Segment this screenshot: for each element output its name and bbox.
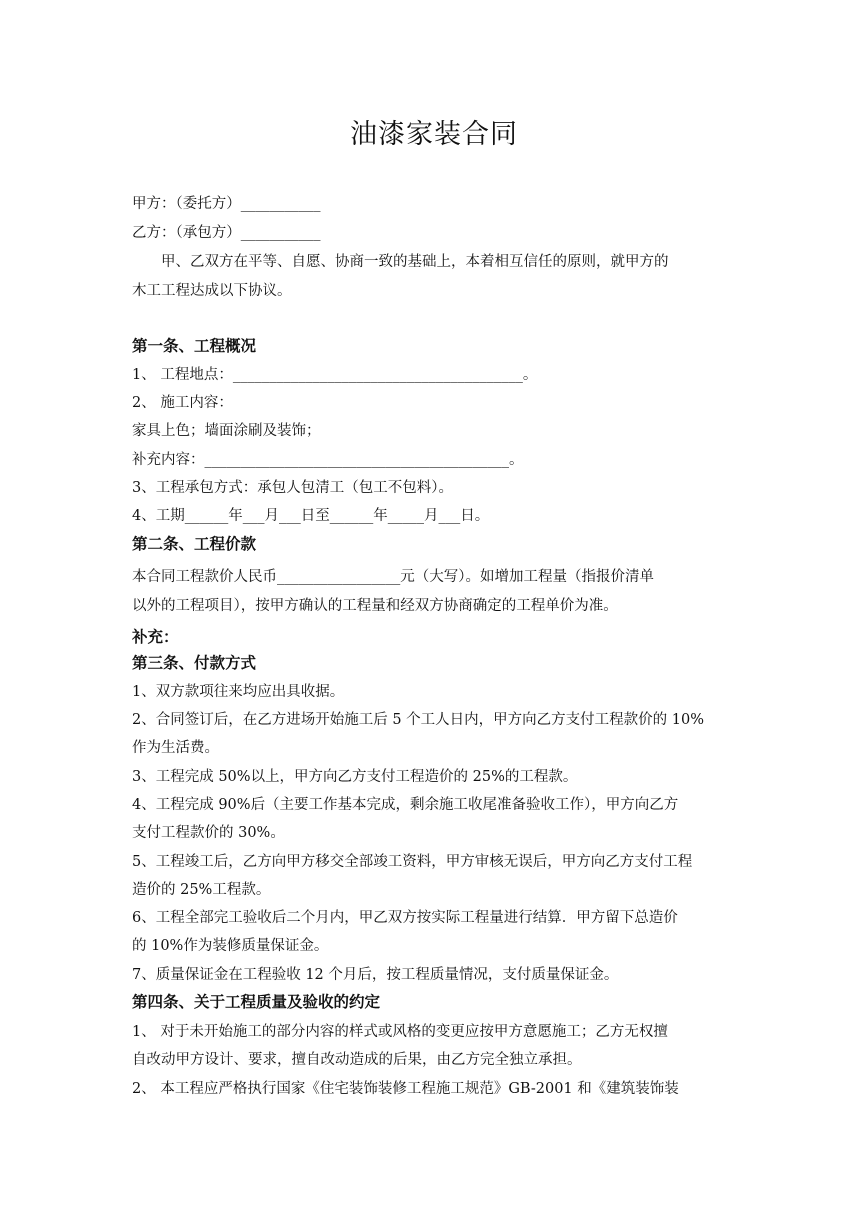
section-1-heading: 第一条、工程概况 <box>132 336 257 355</box>
section-1-item-3: 3、工程承包方式：承包人包清工（包工不包料）。 <box>132 480 453 496</box>
section-3-item-2a: 2、合同签订后，在乙方进场开始施工后 5 个工人日内，甲方向乙方支付工程款价的 10% <box>132 712 705 728</box>
section-4-heading: 第四条、关于工程质量及验收的约定 <box>132 992 381 1011</box>
section-1-supplement: 补充内容：__________________________________________。 <box>132 452 524 468</box>
section-3-item-6b: 的 10%作为装修质量保证金。 <box>132 938 329 954</box>
section-3-item-4b: 支付工程款价的 30%。 <box>132 825 285 841</box>
section-3-item-2b: 作为生活费。 <box>132 740 219 756</box>
section-4-item-1b: 自改动甲方设计、要求，擅自改动造成的后果，由乙方完全独立承担。 <box>132 1052 582 1068</box>
section-1-content: 家具上色；墙面涂刷及装饰； <box>132 423 321 439</box>
section-4-item-2: 2、 本工程应严格执行国家《住宅装饰装修工程施工规范》GB-2001 和《建筑装饰装 <box>132 1081 679 1097</box>
section-2-line-1: 本合同工程款价人民币_________________元（大写）。如增加工程量（指报价清单 <box>132 569 654 585</box>
section-1-item-1: 1、 工程地点：________________________________________。 <box>132 367 538 383</box>
section-3-item-4a: 4、工程完成 90%后（主要工作基本完成，剩余施工收尾准备验收工作），甲方向乙方 <box>132 797 679 813</box>
section-4-item-1a: 1、 对于未开始施工的部分内容的样式或风格的变更应按甲方意愿施工；乙方无权擅 <box>132 1024 668 1040</box>
section-3-item-1: 1、双方款项往来均应出具收据。 <box>132 684 345 700</box>
supplement-label: 补充： <box>132 627 179 646</box>
preamble-line-2: 木工工程达成以下协议。 <box>132 283 292 299</box>
section-3-item-3: 3、工程完成 50%以上，甲方向乙方支付工程造价的 25%的工程款。 <box>132 769 578 785</box>
party-a-line: 甲方：（委托方）___________ <box>132 196 321 212</box>
section-1-item-4: 4、工期______年___月___日至______年_____月___日。 <box>132 508 490 524</box>
section-3-item-6a: 6、工程全部完工验收后二个月内，甲乙双方按实际工程量进行结算．甲方留下总造价 <box>132 910 678 926</box>
document-title: 油漆家装合同 <box>350 119 518 150</box>
section-1-item-2: 2、 施工内容： <box>132 395 233 411</box>
preamble-line-1: 甲、乙双方在平等、自愿、协商一致的基础上，本着相互信任的原则，就甲方的 <box>132 254 669 270</box>
section-2-line-2: 以外的工程项目），按甲方确认的工程量和经双方协商确定的工程单价为准。 <box>132 598 618 614</box>
section-2-heading: 第二条、工程价款 <box>132 534 257 553</box>
section-3-item-7: 7、质量保证金在工程验收 12 个月后，按工程质量情况，支付质量保证金。 <box>132 967 619 983</box>
section-3-item-5a: 5、工程竣工后，乙方向甲方移交全部竣工资料，甲方审核无误后，甲方向乙方支付工程 <box>132 854 693 870</box>
party-b-line: 乙方：（承包方）___________ <box>132 225 321 241</box>
section-3-item-5b: 造价的 25%工程款。 <box>132 882 271 898</box>
section-3-heading: 第三条、付款方式 <box>132 653 257 672</box>
